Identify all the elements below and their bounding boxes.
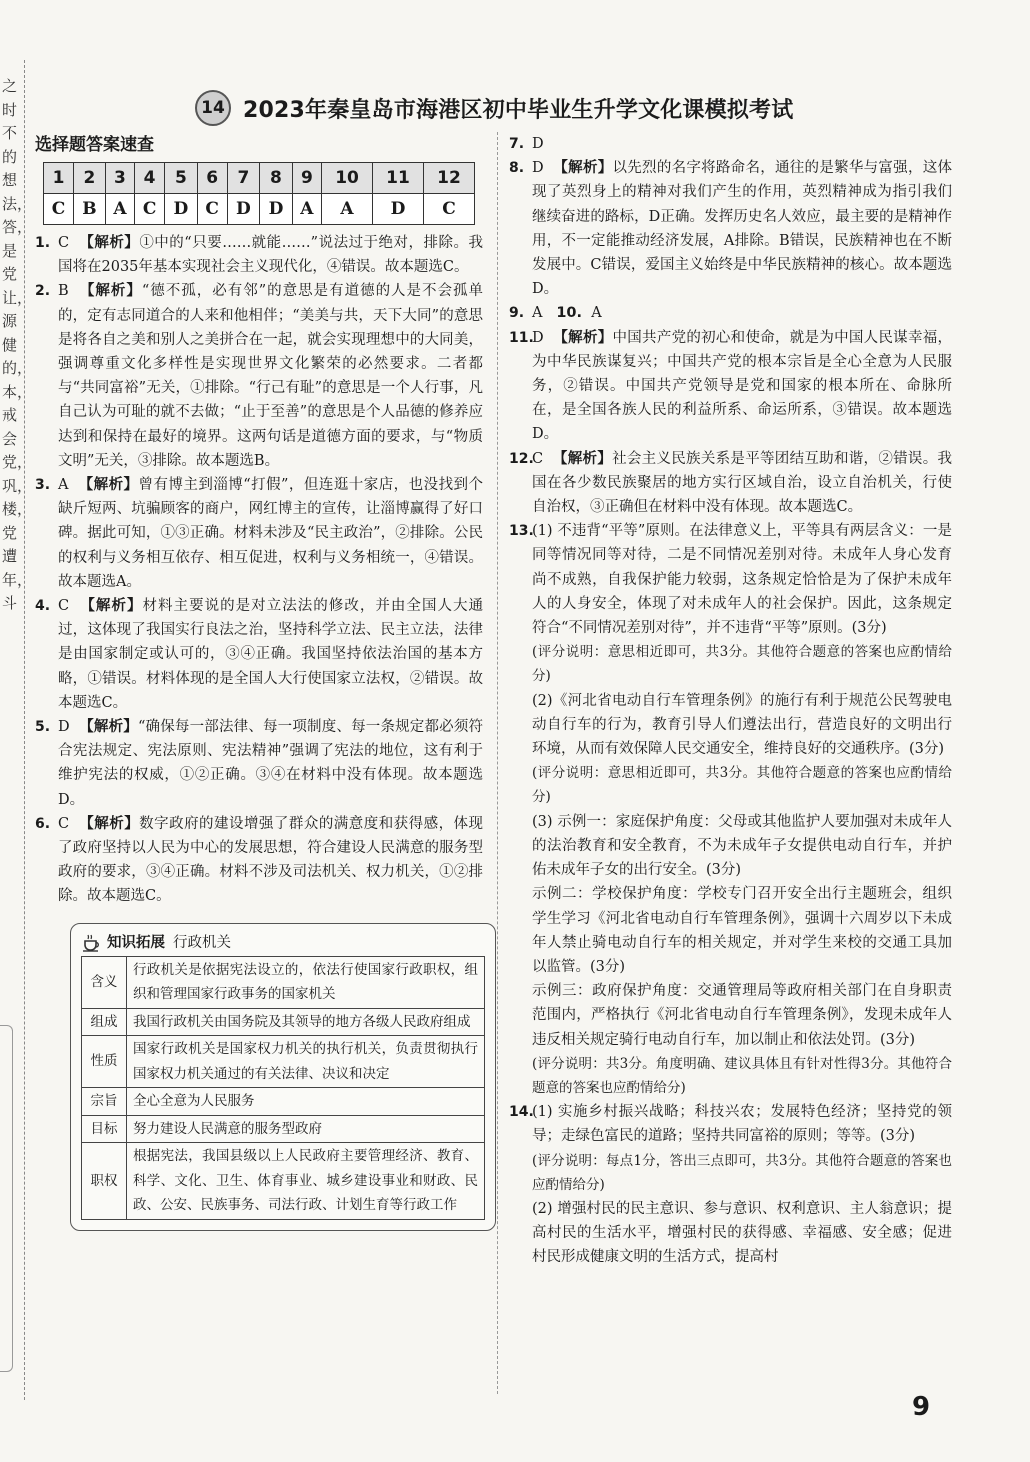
knowledge-key: 性质: [82, 1036, 127, 1088]
table-row: [82, 956, 485, 1008]
binding-box: [0, 1025, 13, 1372]
left-column: [35, 132, 483, 1231]
answer-paragraph: 示例二：学校保护角度：学校专门召开安全出行主题班会，组织学生学习《河北省电动自行车管理条例》，强调十六周岁以下未成年人禁止骑电动自行车的相关规定，并对学生来校的交通工具加以监管。(3分): [532, 886, 952, 975]
answer-key-answer: A: [322, 194, 373, 225]
question-explanation: [509, 301, 952, 325]
answer-paragraph: (1) 实施乡村振兴战略；科技兴农；发展特色经济；坚持党的领导；走绿色富民的道路；坚持共同富裕的原则；等等。(3分): [532, 1104, 952, 1145]
answer-key-number: 10: [322, 163, 373, 194]
question-answer: D: [532, 329, 544, 346]
answer-key-number: 11: [373, 163, 424, 194]
answer-key-answer: C: [135, 194, 165, 225]
knowledge-key: 宗旨: [82, 1088, 127, 1116]
knowledge-key: 含义: [82, 956, 127, 1008]
answer-key-answer: D: [165, 194, 198, 225]
scoring-note: (评分说明：意思相近即可，共3分。其他符合题意的答案也应酌情给分): [532, 644, 952, 685]
question-number: 6.: [35, 815, 51, 832]
table-row: [82, 1088, 485, 1116]
answer-key-answer: A: [292, 194, 321, 225]
analysis-text: 材料主要说的是对立法法的修改，并由全国人大通过，这体现了我国实行良法之治，坚持科学立法、民主立法，法律是由国家制定或认可的，③④正确。我国坚持依法治国的基本方略，①错误。材料体现的是全国人大行使国家立法权，②错误。故本题选C。: [58, 598, 484, 711]
answer-key-answer: C: [423, 194, 474, 225]
answer-key-answer: D: [260, 194, 293, 225]
scoring-note: (评分说明：意思相近即可，共3分。其他符合题意的答案也应酌情给分): [532, 765, 952, 806]
answer-key-answer: A: [105, 194, 134, 225]
answer-key-answer: D: [227, 194, 260, 225]
question-explanation: [35, 279, 483, 473]
question-explanation: [35, 594, 483, 715]
binding-line: [24, 60, 25, 1400]
table-row: [82, 1115, 485, 1143]
table-row: [82, 1036, 485, 1088]
answer-paragraph: (1) 不违背“平等”原则。在法律意义上，平等具有两层含义：一是同等情况同等对待，二是不同情况差别对待。未成年人身心发育尚不成熟，自我保护能力较弱，这条规定恰恰是为了保护未成年人的人身安全，体现了对未成年人的社会保护。因此，这条规定符合“不同情况差别对待”，并不违背“平等”原则。(3分): [532, 523, 952, 637]
answer-key-answer: B: [74, 194, 106, 225]
exam-header: [195, 90, 793, 126]
table-row: [82, 1143, 485, 1220]
question-answer: C: [58, 235, 70, 251]
analysis-tag: 【解析】: [79, 815, 140, 832]
question-answer: D: [532, 160, 544, 177]
analysis-text: “确保每一部法律、每一项制度、每一条规定都必须符合宪法规定、宪法原则、宪法精神”强调了宪法的地位，这有利于维护宪法的权威，①②正确。③④在材料中没有体现。故本题选D。: [58, 719, 484, 808]
question-answer: D: [58, 719, 70, 736]
knowledge-value: 根据宪法，我国县级以上人民政府主要管理经济、教育、科学、文化、卫生、体育事业、城乡建设事业和财政、民政、公安、民族事务、司法行政、计划生育等行政工作: [127, 1143, 485, 1220]
question-explanation: [35, 473, 483, 594]
analysis-tag: 【解析】: [553, 329, 613, 346]
teacup-icon: [81, 934, 103, 952]
analysis-text: “德不孤，必有邻”的意思是有道德的人是不会孤单的，定有志同道合的人来和他相伴；“美美与共，天下大同”的意思是将各自之美和别人之美拼合在一起，就会实现理想中的大同美，强调尊重文化多样性是实现世界文化繁荣的必然要求。二者都与“共同富裕”无关，①排除。“行己有耻”的意思是一个人行事，凡自己认为可耻的就不去做；“止于至善”的意思是个人品德的修养应达到和保持在最好的境界。这两句话是道德方面的要求，与“物质文明”无关，③排除。故本题选B。: [58, 283, 484, 469]
answer-key-number: 3: [105, 163, 134, 194]
answer-key-number: 9: [292, 163, 321, 194]
question-number: 12.: [509, 450, 534, 467]
question-answer: A: [58, 477, 69, 494]
answer-key-answer: D: [373, 194, 424, 225]
answer-paragraph: (2) 增强村民的民主意识、参与意识、权利意识、主人翁意识；提高村民的生活水平，增强村民的获得感、幸福感、安全感；促进村民形成健康文明的生活方式，提高村: [532, 1200, 952, 1266]
knowledge-extension-header: [81, 930, 485, 956]
answer-key-number: 4: [135, 163, 165, 194]
answer-key-table: [43, 162, 475, 225]
binding-text: 之时不的想法，答，是党让，源健的，本，戒会党，巩，楼，党遭年，斗: [2, 77, 33, 612]
analysis-tag: 【解析】: [552, 450, 613, 467]
knowledge-extension-subtitle: 行政机关: [173, 934, 231, 951]
question-explanation: [35, 812, 483, 909]
question-answer: A: [532, 305, 543, 322]
question-explanation: [509, 519, 952, 1100]
analysis-tag: 【解析】: [80, 598, 143, 615]
answer-key-number: 12: [423, 163, 474, 194]
answer-key-number: 6: [197, 163, 227, 194]
question-number: 2.: [35, 283, 51, 300]
analysis-tag: 【解析】: [553, 160, 613, 177]
question-number: 5.: [35, 719, 51, 736]
question-number: 13.: [509, 523, 534, 540]
question-explanation: [509, 1100, 952, 1269]
answer-key-number: 1: [44, 163, 74, 194]
page-number: 9: [912, 1392, 931, 1422]
question-answer: C: [58, 815, 70, 832]
knowledge-value: 全心全意为人民服务: [127, 1088, 485, 1116]
answer-paragraph: (2)《河北省电动自行车管理条例》的施行有利于规范公民驾驶电动自行车的行为，教育引导人们遵法出行，营造良好的文明出行环境，从而有效保障人民交通安全，维持良好的交通秩序。(3分): [532, 692, 952, 758]
question-number: 7.: [509, 136, 525, 152]
knowledge-value: 我国行政机关由国务院及其领导的地方各级人民政府组成: [127, 1008, 485, 1036]
question-number: 3.: [35, 477, 51, 494]
answer-key-answer: C: [197, 194, 227, 225]
question-explanation: [509, 156, 952, 301]
analysis-text: ①中的“只要……就能……”说法过于绝对，排除。我国将在2035年基本实现社会主义现代化，④错误。故本题选C。: [58, 235, 484, 276]
knowledge-table: [81, 956, 485, 1220]
answer-key-title: 选择题答案速查: [35, 135, 154, 155]
question-answer: C: [532, 450, 544, 467]
question-answer: C: [58, 598, 70, 615]
analysis-tag: 【解析】: [78, 477, 139, 494]
exam-title: 2023年秦皇岛市海港区初中毕业生升学文化课模拟考试: [243, 97, 794, 123]
answer-key-numbers-row: [44, 163, 475, 194]
question-number: 4.: [35, 598, 51, 615]
question-number: 14.: [509, 1104, 534, 1121]
question-answer: D: [532, 136, 544, 152]
question-explanation: [35, 231, 483, 279]
analysis-text: 以先烈的名字将路命名，通往的是繁华与富强，这体现了英烈身上的精神对我们产生的作用，英烈精神成为指引我们继续奋进的路标，D正确。发挥历史名人效应，最主要的是精神作用，不一定能推动经济发展，A排除。B错误，民族精神也在不断发展中。C错误，爱国主义始终是中华民族精神的核心。故本题选D。: [532, 160, 953, 298]
analysis-text: 中国共产党的初心和使命，就是为中国人民谋幸福，为中华民族谋复兴；中国共产党的根本宗旨是全心全意为人民服务，②错误。中国共产党领导是党和国家的根本所在、命脉所在，是全国各族人民的利益所系、命运所系，③错误。故本题选D。: [532, 329, 953, 443]
analysis-text: 社会主义民族关系是平等团结互助和谐，②错误。我国在各少数民族聚居的地方实行区域自治，设立自治机关，行使自治权，③正确但在材料中没有体现。故本题选C。: [532, 450, 953, 516]
question-number: 1.: [35, 235, 51, 251]
analysis-tag: 【解析】: [79, 719, 138, 736]
question-number: 8.: [509, 160, 525, 177]
answer-key-number: 8: [260, 163, 293, 194]
answer-key-number: 7: [227, 163, 260, 194]
analysis-text: 曾有博主到淄博“打假”，但连逛十家店，也没找到个缺斤短两、坑骗顾客的商户，网红博主的宣传，让淄博赢得了好口碑。据此可知，①③正确。材料未涉及“民主政治”，②排除。公民的权利与义务相互依存、相互促进，权利与义务相统一，④错误。故本题选A。: [58, 477, 484, 590]
question-explanation: [509, 326, 952, 447]
question-number: 11.: [509, 329, 534, 346]
knowledge-key: 职权: [82, 1143, 127, 1220]
analysis-text: 数字政府的建设增强了群众的满意度和获得感，体现了政府坚持以人民为中心的发展思想，符合建设人民满意的服务型政府的要求，③④正确。材料不涉及司法机关、权力机关，①②排除。故本题选C。: [58, 815, 484, 905]
answer-paragraph: (3) 示例一：家庭保护角度：父母或其他监护人要加强对未成年人的法治教育和安全教育，不为未成年子女提供电动自行车，并护佑未成年子女的出行安全。(3分): [532, 813, 952, 879]
scoring-note: (评分说明：共3分。角度明确、建议具体且有针对性得3分。其他符合题意的答案也应酌情给分): [532, 1055, 952, 1096]
answer-key-number: 5: [165, 163, 198, 194]
answer-key-answers-row: [44, 194, 475, 225]
answer-key-number: 2: [74, 163, 106, 194]
knowledge-value: 行政机关是依据宪法设立的，依法行使国家行政职权，组织和管理国家行政事务的国家机关: [127, 956, 485, 1008]
question-number: 10.: [556, 305, 582, 322]
knowledge-extension-title: 知识拓展: [107, 934, 165, 951]
answer-key-answer: C: [44, 194, 74, 225]
scoring-note: (评分说明：每点1分，答出三点即可，共3分。其他符合题意的答案也应酌情给分): [532, 1152, 952, 1193]
knowledge-key: 组成: [82, 1008, 127, 1036]
column-divider: [497, 132, 498, 1394]
knowledge-extension-box: [70, 923, 496, 1231]
exam-number-badge: 14: [195, 90, 231, 126]
analysis-tag: 【解析】: [79, 283, 142, 300]
knowledge-key: 目标: [82, 1115, 127, 1143]
question-answer: A: [591, 305, 602, 322]
question-answer: B: [58, 283, 69, 300]
answer-paragraph: 示例三：政府保护角度：交通管理局等政府相关部门在自身职责范围内，严格执行《河北省电动自行车管理条例》，发现未成年人违反相关规定骑行电动自行车，加以制止和依法处罚。(3分): [532, 983, 952, 1048]
question-number: 9.: [509, 305, 525, 322]
table-row: [82, 1008, 485, 1036]
question-explanation: [35, 715, 483, 812]
analysis-tag: 【解析】: [79, 235, 140, 251]
knowledge-value: 努力建设人民满意的服务型政府: [127, 1115, 485, 1143]
right-column: [509, 132, 952, 1270]
question-explanation: [509, 447, 952, 520]
question-explanation: [509, 132, 952, 156]
knowledge-value: 国家行政机关是国家权力机关的执行机关，负责贯彻执行国家权力机关通过的有关法律、决议和决定: [127, 1036, 485, 1088]
